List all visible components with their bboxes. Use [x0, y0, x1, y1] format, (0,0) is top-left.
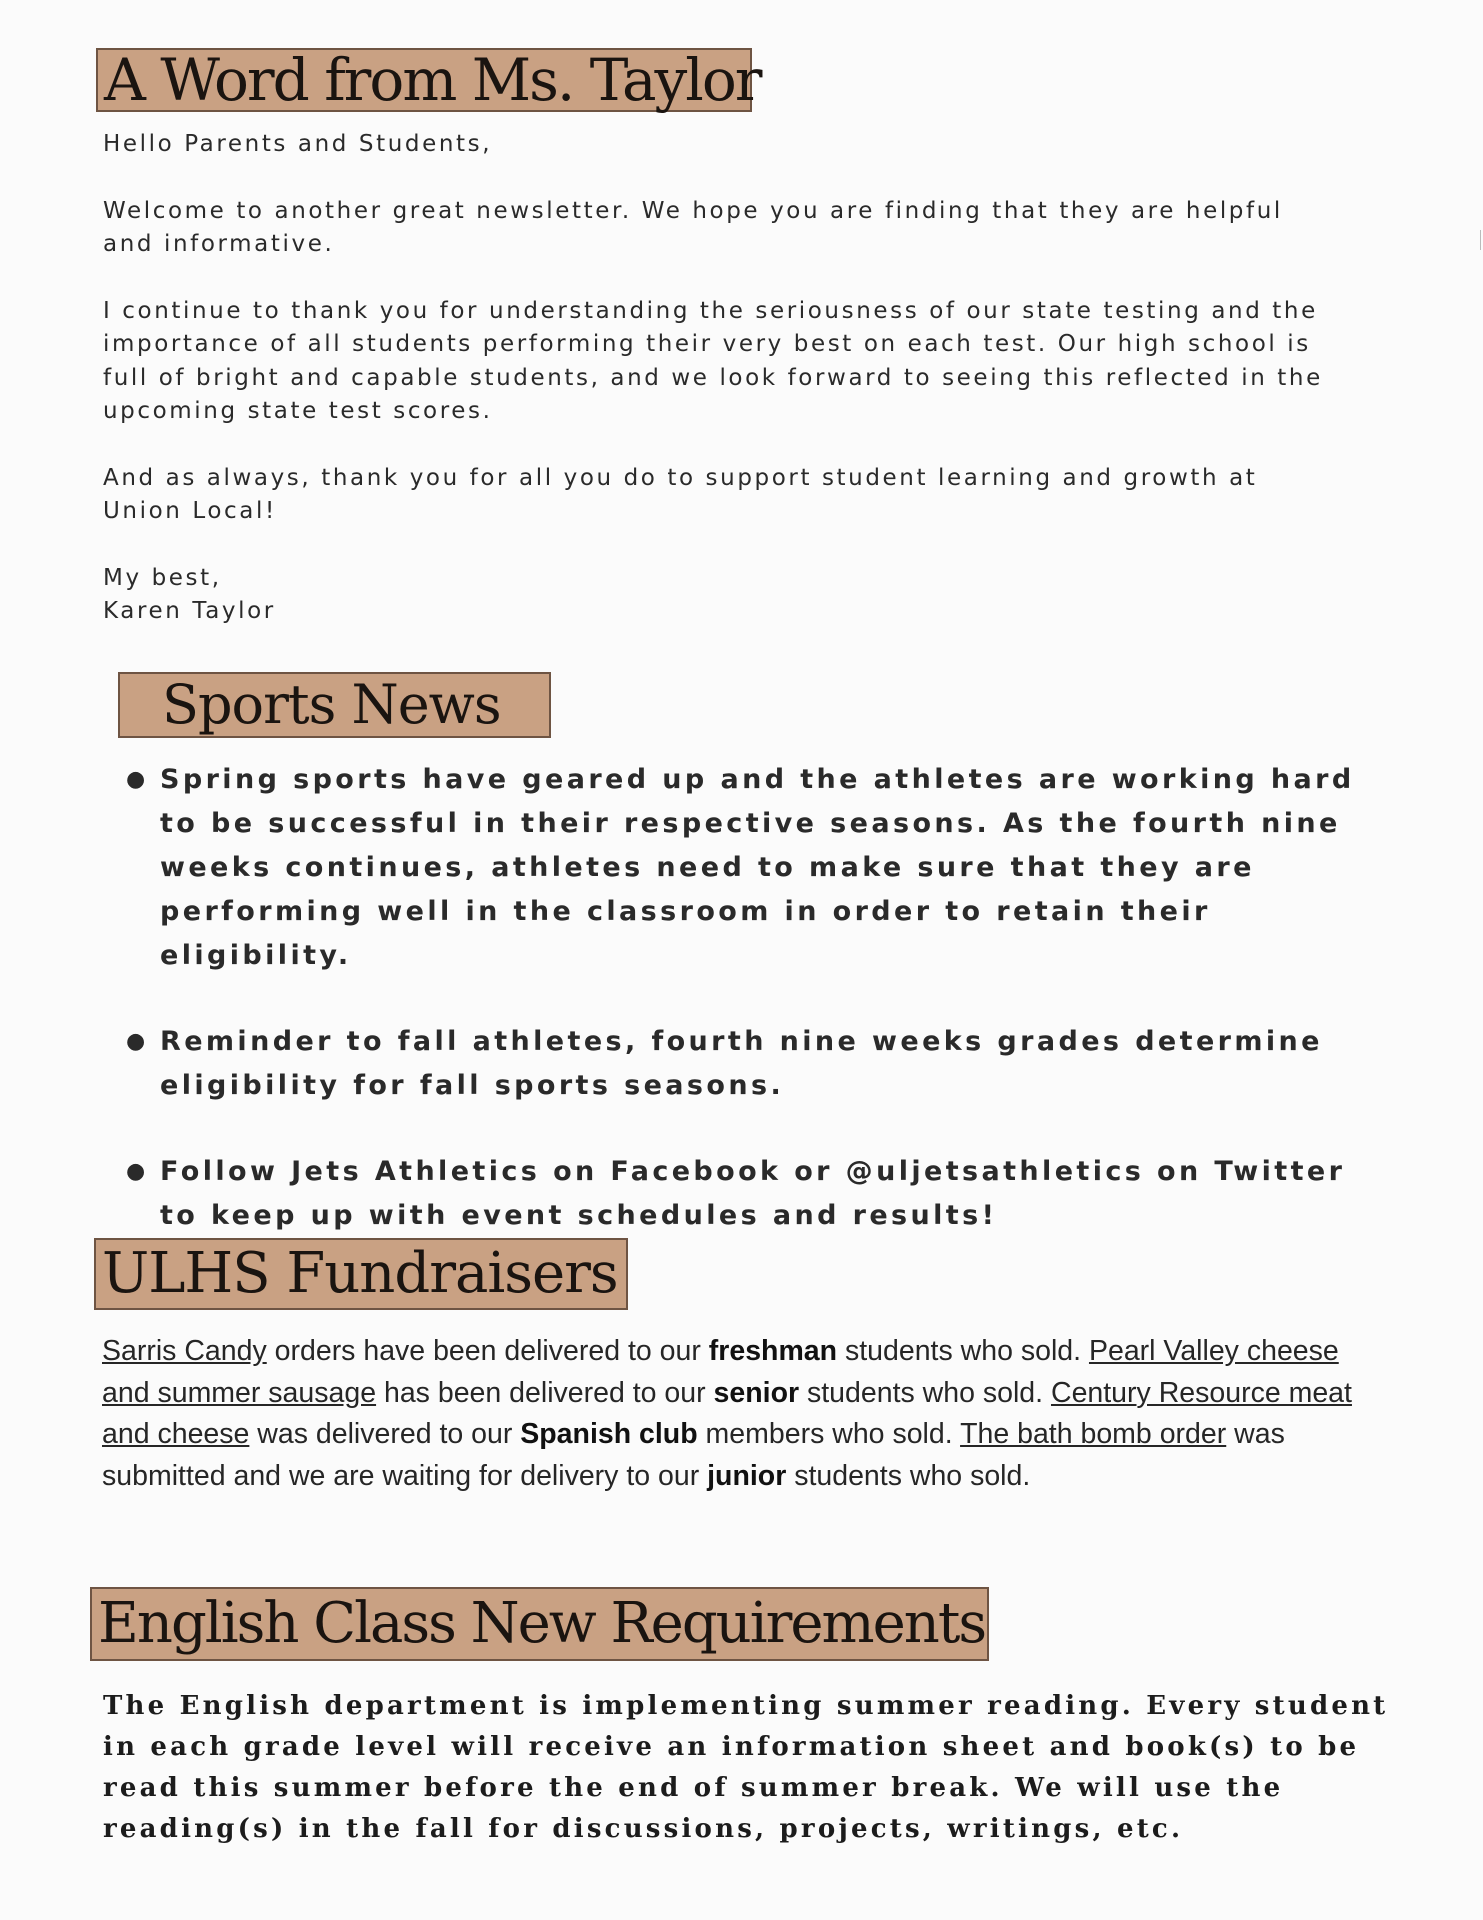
- fundraiser-text: was delivered to our: [249, 1418, 521, 1450]
- fundraiser-text: was submitted and we are waiting for delivery to our: [102, 1418, 1285, 1492]
- fundraiser-text: students who sold.: [786, 1459, 1031, 1492]
- english-class-heading: English Class New Requirements: [90, 1587, 989, 1661]
- list-item: [122, 1150, 1372, 1238]
- fundraiser-item-bath-bomb: The bath bomb order: [960, 1418, 1227, 1450]
- sports-bullet-text: Follow Jets Athletics on Facebook or @uljetsathletics on Twitter to keep up with event schedules and results!: [160, 1156, 1346, 1231]
- grade-junior: junior: [707, 1459, 787, 1492]
- fundraiser-text: students who sold.: [837, 1335, 1089, 1367]
- fundraiser-text: orders have been delivered to our: [266, 1335, 709, 1367]
- fundraiser-item-century-resource: Century Resource meat and cheese: [102, 1376, 1352, 1450]
- sports-bullet-text: Reminder to fall athletes, fourth nine weeks grades determine eligibility for fall sports seasons.: [160, 1026, 1323, 1101]
- list-item: [122, 758, 1372, 978]
- fundraiser-item-sarris-candy: Sarris Candy: [102, 1335, 267, 1367]
- group-spanish-club: Spanish club: [520, 1418, 698, 1450]
- list-item: [122, 1020, 1372, 1108]
- sports-news-heading: Sports News: [118, 672, 551, 738]
- sports-news-list: [122, 758, 1372, 1280]
- bullet-icon: ●: [126, 1159, 149, 1184]
- bullet-icon: ●: [126, 1029, 149, 1054]
- fundraiser-text: members who sold.: [697, 1418, 961, 1450]
- letter-paragraph-1: Welcome to another great newsletter. We hope you are finding that they are helpful and informative.: [103, 197, 1283, 257]
- bullet-icon: ●: [126, 767, 149, 792]
- scan-mark: [1476, 230, 1481, 250]
- letter-body: [103, 128, 1343, 629]
- fundraisers-paragraph: [102, 1331, 1382, 1497]
- letter-paragraph-3: And as always, thank you for all you do to support student learning and growth at Union Local!: [103, 464, 1258, 524]
- grade-freshman: freshman: [708, 1335, 838, 1367]
- english-body: The English department is implementing summer reading. Every student in each grade level will receive an information sheet and book(s) to be read this summer before the end of summer break. We will use the reading(s) in the fall for discussions, projects, writings, etc.: [103, 1691, 1389, 1844]
- fundraiser-text: students who sold.: [799, 1376, 1051, 1409]
- letter-paragraph-2: I continue to thank you for understanding the seriousness of our state testing and the importance of all students performing their very best on each test. Our high school is full of bright and capable students, and we look forward to seeing this reflected in the upcoming state test scores.: [103, 297, 1323, 424]
- letter-closing: My best,: [103, 564, 222, 591]
- word-from-ms-taylor-heading: A Word from Ms. Taylor: [96, 48, 752, 112]
- fundraiser-text: has been delivered to our: [376, 1376, 714, 1409]
- sports-bullet-text: Spring sports have geared up and the athletes are working hard to be successful in their respective seasons. As the fourth nine weeks continues, athletes need to make sure that they are performing well in the classroom in order to retain their eligibility.: [160, 764, 1355, 971]
- letter-greeting: Hello Parents and Students,: [103, 131, 493, 157]
- fundraiser-item-pearl-valley: Pearl Valley cheese and summer sausage: [102, 1335, 1339, 1409]
- grade-senior: senior: [713, 1376, 800, 1409]
- letter-signature: Karen Taylor: [103, 598, 276, 624]
- ulhs-fundraisers-heading: ULHS Fundraisers: [94, 1238, 628, 1310]
